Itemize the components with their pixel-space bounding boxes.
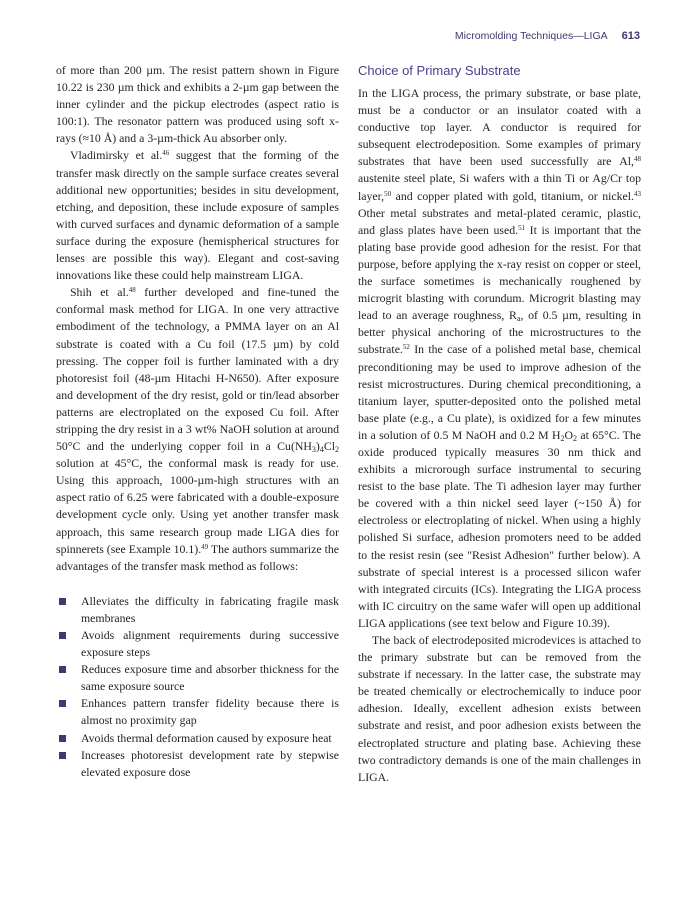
list-item-text: Reduces exposure time and absorber thickness for the same exposure source bbox=[81, 662, 339, 694]
text-run: austenite steel plate, Si wafers with a thin Ti or Ag/Cr top layer, bbox=[358, 171, 641, 203]
right-column bbox=[358, 62, 641, 786]
text-run: In the case of a polished metal base, chemical preconditioning may be used to improve adhesion of the resist microstructures. During chemical preconditioning, a titanium layer, sputter-deposited onto the polished metal base plate (e.g., a Cu plate), is oxidized for a few minutes in a solution of 0.5 M NaOH and 0.2 M H bbox=[358, 342, 641, 442]
text-run: In the LIGA process, the primary substrate, or base plate, must be a conductor or an insulator coated with a conductive top layer. A conductor is required for subsequent electrodeposition. Some examples of primary substrates that have been used successfully are Al, bbox=[358, 86, 641, 169]
square-bullet-icon bbox=[59, 735, 66, 742]
citation-ref: 52 bbox=[402, 343, 410, 352]
text-run: solution at 45°C, the conformal mask is ready for use. Using this approach, 1000-µm-high structures with an aspect ratio of 6.25 were fabricated with a double-exposure development cycle only. Using yet another transfer mask approach, this same research group made LIGA dies for spinnerets (see Example 10.1). bbox=[56, 456, 339, 556]
page-number: 613 bbox=[621, 30, 640, 42]
text-run: further developed and fine-tuned the conformal mask method for LIGA. In one very attractive embodiment of the technology, a PMMA layer on an Al substrate is coated with a Cu foil (17.5 µm) by cold pressing. The copper foil is further laminated with a dry photoresist foil (48-µm Hitachi H-N650). After exposure and development of the dry resist, gold or tin/lead absorber patterns are electroplated on the exposed Cu foil. After stripping the dry resist in a 3 wt% NaOH solution at around 50°C and the underlying copper foil in a Cu(NH bbox=[56, 285, 340, 454]
paragraph bbox=[358, 632, 641, 786]
running-header bbox=[455, 30, 640, 42]
square-bullet-icon bbox=[59, 666, 66, 673]
paragraph bbox=[56, 62, 339, 147]
citation-ref: 46 bbox=[162, 149, 170, 158]
square-bullet-icon bbox=[59, 598, 66, 605]
citation-ref: 50 bbox=[384, 189, 392, 198]
subscript: 4 bbox=[319, 445, 324, 455]
list-item bbox=[56, 695, 339, 729]
text-run: , of 0.5 µm, resulting in better physical anchoring of the microstructures to the substrate. bbox=[358, 308, 641, 357]
square-bullet-icon bbox=[59, 752, 66, 759]
text-run: ) bbox=[315, 439, 320, 454]
paragraph bbox=[358, 85, 641, 632]
text-run: Other metal substrates and metal-plated ceramic, plastic, and glass plates have been used. bbox=[358, 205, 641, 237]
citation-ref: 48 bbox=[128, 286, 136, 295]
subscript: a bbox=[516, 314, 521, 324]
paragraph-text: of more than 200 µm. The resist pattern shown in Figure 10.22 is 230 µm thick and exhibits a 2-µm gap between the inner cylinder and the pickup electrodes (aspect ratio is 100:1). The resonator pattern was produced using soft x-rays (≈10 Å) and a 3-µm-thick Au absorber only. bbox=[56, 63, 339, 146]
left-column bbox=[56, 62, 339, 781]
list-item-text: Avoids alignment requirements during successive exposure steps bbox=[81, 628, 339, 660]
subscript: 2 bbox=[560, 433, 565, 443]
subscript: 2 bbox=[335, 445, 339, 455]
list-item bbox=[56, 661, 339, 695]
list-item bbox=[56, 593, 339, 627]
square-bullet-icon bbox=[59, 632, 66, 639]
subscript: 3 bbox=[311, 445, 316, 455]
list-item-text: Enhances pattern transfer fidelity because there is almost no proximity gap bbox=[81, 696, 339, 728]
text-run: Shih et al. bbox=[70, 285, 129, 300]
list-item-text: Avoids thermal deformation caused by exposure heat bbox=[81, 730, 332, 745]
citation-ref: 48 bbox=[634, 155, 641, 164]
citation-ref: 43 bbox=[634, 189, 641, 198]
text-run: and copper plated with gold, titanium, or nickel. bbox=[391, 188, 634, 203]
text-run: at 65°C. The oxide produced typically measures 30 nm thick and exhibits a microrough surface instrumental to securing resist to the base plate. The Ti adhesion layer may further be covered with a thin nickel seed layer (~150 Å) for electroless or electroplating of nickel. When using a highly polished Si surface, adhesion promoters need to be added to the resist resin (see "Resist Adhesion" further below). A substrate of special interest is a processed silicon wafer with integrated circuits (ICs). Integrating the LIGA process with IC circuitry on the same wafer will open up additional LIGA applications (see text below and Figure 10.39). bbox=[358, 427, 641, 630]
citation-ref: 49 bbox=[201, 542, 209, 551]
text-run: suggest that the forming of the transfer mask directly on the sample surface creates several additional new opportunities; besides in situ development, etching, and deposition, these include exposure of samples with curved surfaces and dynamic deformation of a sample surface during the exposure (hemispherical structures for lenses are possible this way). Elegant and cost-saving innovations like these could help mainstream LIGA. bbox=[56, 148, 339, 283]
text-run: It is important that the plating base provide good adhesion for the resist. For that purpose, before applying the x-ray resist on copper or steel, the surface sometimes is mechanically roughened by microgrit blasting with corundum. Microgrit blasting may lead to an average roughness, R bbox=[358, 222, 641, 323]
paragraph bbox=[56, 147, 339, 284]
paragraph-text: The back of electrodeposited microdevices is attached to the primary substrate but can be removed from the substrate if necessary. In the latter case, the substrate may be treated chemically or electrochemically to induce poor adhesion. Ideally, excellent adhesion exists between substrate and resist, and poor adhesion exists between the electroplated structure and plating base. Achieving these two contradictory demands is one of the main challenges in LIGA. bbox=[358, 633, 641, 784]
list-item bbox=[56, 730, 339, 747]
citation-ref: 51 bbox=[518, 223, 526, 232]
section-heading: Choice of Primary Substrate bbox=[358, 63, 521, 78]
text-run: Vladimirsky et al. bbox=[70, 148, 163, 163]
square-bullet-icon bbox=[59, 700, 66, 707]
list-item bbox=[56, 747, 339, 781]
paragraph bbox=[56, 284, 339, 575]
text-run: O bbox=[564, 427, 573, 442]
running-title: Micromolding Techniques—LIGA bbox=[454, 30, 608, 42]
text-run: Cl bbox=[323, 439, 335, 454]
list-item bbox=[56, 627, 339, 661]
text-run: The authors summarize the advantages of the transfer mask method as follows: bbox=[56, 541, 340, 573]
list-item-text: Increases photoresist development rate by stepwise elevated exposure dose bbox=[81, 747, 339, 779]
list-item-text: Alleviates the difficulty in fabricating fragile mask membranes bbox=[81, 593, 339, 625]
advantages-list bbox=[56, 593, 339, 781]
subscript: 2 bbox=[573, 433, 577, 443]
